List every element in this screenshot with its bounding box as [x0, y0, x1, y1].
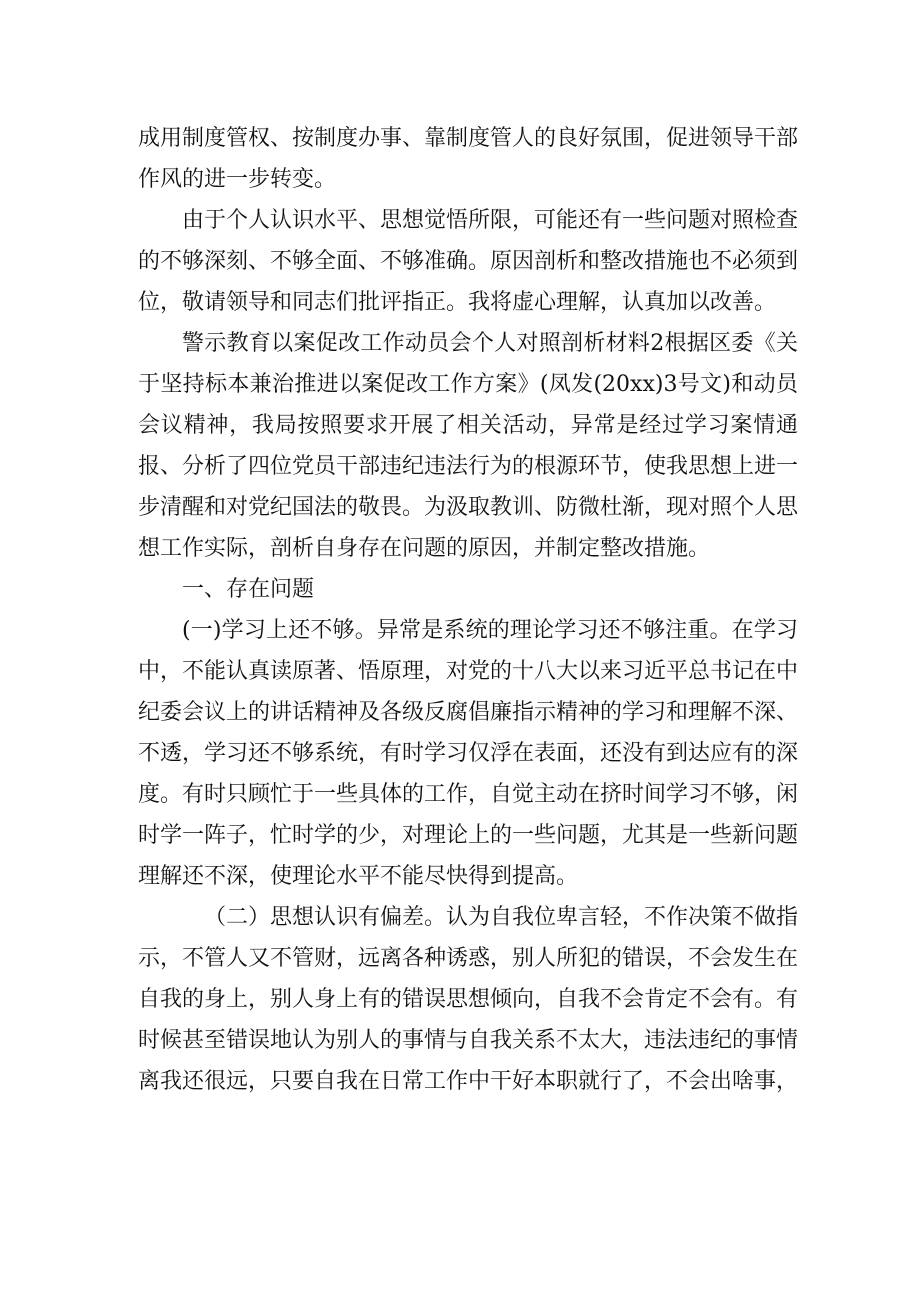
paragraph-thinking-issues: （二）思想认识有偏差。认为自我位卑言轻，不作决策不做指示，不管人又不管财，远离各种诱惑，别人所犯的错误，不会发生在自我的身上，别人身上有的错误思想倾向，自我不会肯定不会有。有时候甚至错误地认为别人的事情与自我关系不太大，违法违纪的事情离我还很远，只要自我在日常工作中干好本职就行了，不会出啥事， — [138, 905, 799, 1094]
paragraph-study-issues: (一)学习上还不够。异常是系统的理论学习还不够注重。在学习中，不能认真读原著、悟原理，对党的十八大以来习近平总书记在中纪委会议上的讲话精神及各级反腐倡廉指示精神的学习和理解不深、不透，学习还不够系统，有时学习仅浮在表面，还没有到达应有的深度。有时只顾忙于一些具体的工作，自觉主动在挤时间学习不够，闲时学一阵子，忙时学的少，对理论上的一些问题，尤其是一些新问题理解还不深，使理论水平不能尽快得到提高。 — [138, 618, 799, 889]
section-heading-problems: 一、存在问题 — [182, 577, 315, 602]
paragraph-continuation: 成用制度管权、按制度办事、靠制度管人的良好氛围，促进领导干部作风的进一步转变。 — [138, 126, 799, 192]
paragraph-disclaimer: 由于个人认识水平、思想觉悟所限，可能还有一些问题对照检查的不够深刻、不够全面、不够准确。原因剖析和整改措施也不必须到位，敬请领导和同志们批评指正。我将虚心理解，认真加以改善。 — [138, 208, 799, 315]
paragraph-introduction: 警示教育以案促改工作动员会个人对照剖析材料2根据区委《关于坚持标本兼治推进以案促改工作方案》(凤发(20xx)3号文)和动员会议精神，我局按照要求开展了相关活动，异常是经过学习案情通报、分析了四位党员干部违纪违法行为的根源环节，使我思想上进一步清醒和对党纪国法的敬畏。为汲取教训、防微杜渐，现对照个人思想工作实际，剖析自身存在问题的原因，并制定整改措施。 — [138, 331, 799, 561]
document-body — [138, 118, 798, 1102]
